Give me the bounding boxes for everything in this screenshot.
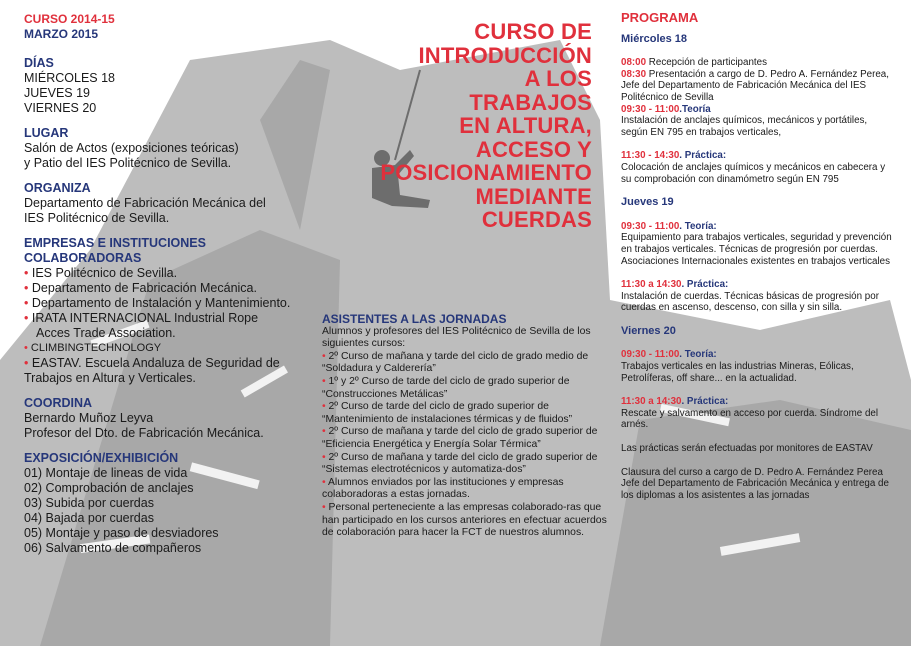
session-kind: . Teoría:: [679, 349, 717, 361]
session-kind: . Teoría:: [679, 220, 717, 232]
title-line: A LOS: [524, 66, 592, 91]
desc: Equipamiento para trabajos verticales, seguridad y prevención en trabajos verticales. Técnicas de progresión por cuerdas. Asociaciones Internacionales existentes en trabajos verticales: [621, 232, 892, 267]
asistentes-intro: Alumnos y profesores del IES Politécnico de Sevilla de los siguientes cursos:: [322, 325, 591, 350]
desc: Instalación de cuerdas. Técnicas básicas de progresión por cuerdas en ascenso, descenso, con silla y sin silla.: [621, 290, 879, 314]
session-kind: . Práctica:: [681, 396, 729, 408]
empresas-heading-1: EMPRESAS E INSTITUCIONES: [24, 236, 206, 250]
programa-heading: PROGRAMA: [621, 10, 699, 25]
expo-item: 05) Montaje y paso de desviadores: [24, 526, 219, 540]
title-line: MEDIANTE: [475, 183, 592, 209]
dia-1: MIÉRCOLES 18: [24, 71, 116, 85]
desc: Rescate y salvamento en acceso por cuerda. Síndrome del arnés.: [621, 407, 879, 431]
time: 09:30 - 11:00: [621, 103, 680, 115]
empresa-item: • IRATA INTERNACIONAL Industrial Rope: [24, 311, 299, 326]
empresa-item: • Departamento de Fabricación Mecánica.: [24, 281, 299, 296]
asistente-item: • Alumnos enviados por las instituciones y empresas colaboradoras a estas jornadas.: [322, 477, 607, 502]
time: 11:30 a 14:30: [621, 279, 682, 291]
title-line: CURSO DE: [474, 19, 592, 44]
session-kind: . Práctica:: [681, 279, 729, 291]
expo-heading: EXPOSICIÓN/EXHIBICIÓN: [24, 451, 179, 465]
practicas-note: Las prácticas serán efectuadas por monitores de EASTAV: [621, 443, 873, 455]
course-title: [330, 20, 592, 232]
empresas-heading-2: COLABORADORAS: [24, 251, 142, 265]
dia-3: VIERNES 20: [24, 101, 97, 115]
asistente-item: • 1º y 2º Curso de tarde del ciclo de grado superior de “Construcciones Metálicas”: [322, 376, 607, 401]
session-kind: . Práctica:: [679, 150, 727, 162]
time: 11:30 a 14:30: [621, 396, 682, 408]
expo-item: 06) Salvamento de compañeros: [24, 541, 202, 555]
desc: Recepción de participantes: [648, 57, 767, 69]
programa-section: [621, 12, 893, 513]
title-line: EN ALTURA,: [459, 113, 592, 138]
expo-item: 04) Bajada por cuerdas: [24, 511, 154, 525]
asistente-item: • 2º Curso de mañana y tarde del ciclo de grado superior de “Sistemas electrotécnicos y automatiza-dos”: [322, 452, 607, 477]
organiza-heading: ORGANIZA: [24, 181, 91, 195]
coordina-heading: COORDINA: [24, 396, 93, 410]
title-line: TRABAJOS: [469, 89, 592, 115]
asistente-item: • 2º Curso de mañana y tarde del ciclo de grado medio de “Soldadura y Calderería”: [322, 351, 607, 376]
time: 09:30 - 11:00: [621, 349, 680, 361]
lugar-line-2: y Patio del IES Politécnico de Sevilla.: [24, 156, 232, 170]
title-line: ACCESO Y: [475, 136, 592, 162]
session-kind: .Teoría: [679, 103, 711, 115]
asistente-item: • 2º Curso de mañana y tarde del ciclo de grado superior de “Eficiencia Energética y Energía Solar Térmica”: [322, 426, 607, 451]
desc: Trabajos verticales en las industrias Mineras, Eólicas, Petrolíferas, off share... en la actualidad.: [621, 361, 854, 384]
lugar-heading: LUGAR: [24, 126, 69, 140]
expo-item: 01) Montaje de lineas de vida: [24, 466, 188, 480]
organiza-line-1: Departamento de Fabricación Mecánica del: [24, 196, 266, 210]
time: 09:30 - 11:00: [621, 220, 680, 232]
asistente-item: • Personal perteneciente a las empresas colaborado-ras que han participado en los cursos anteriores en efectuar acuerdos de colaboración para hacer la FCT de nuestros alumnos.: [322, 502, 607, 540]
day-heading: Viernes 20: [621, 324, 676, 337]
day-heading: Miércoles 18: [621, 32, 688, 45]
time: 08:30: [621, 68, 647, 80]
desc: Instalación de anclajes químicos, mecánicos y portátiles, según EN 795 en trabajos verticales,: [621, 115, 868, 138]
title-line: CUERDAS: [481, 207, 592, 232]
dias-heading: DÍAS: [24, 56, 54, 70]
desc: Colocación de anclajes químicos y mecánicos en cabecera y su comprobación con dinamómetro según EN 795: [621, 161, 886, 185]
asistente-item: • 2º Curso de tarde del ciclo de grado superior de “Mantenimiento de instalaciones térmicas y de fluidos”: [322, 401, 607, 426]
course-date: MARZO 2015: [24, 27, 99, 41]
coordina-line-1: Bernardo Muñoz Leyva: [24, 411, 154, 425]
course-year: CURSO 2014-15: [24, 12, 115, 26]
empresa-item-cont: Trabajos en Altura y Verticales.: [24, 371, 196, 385]
asistentes-section: [322, 313, 607, 540]
lugar-line-1: Salón de Actos (exposiciones teóricas): [24, 141, 239, 155]
empresa-item: • IES Politécnico de Sevilla.: [24, 266, 299, 281]
empresa-item: • CLIMBINGTECHNOLOGY: [24, 341, 299, 356]
day-heading: Jueves 19: [621, 196, 674, 209]
empresa-item: • Departamento de Instalación y Mantenimiento.: [24, 296, 299, 311]
organiza-line-2: IES Politécnico de Sevilla.: [24, 211, 170, 225]
time: 08:00: [621, 57, 647, 69]
clausura: Clausura del curso a cargo de D. Pedro A. Fernández Perea Jefe del Departamento de Fabricación Mecánica y entrega de los diplomas a los asistentes a las jornadas: [621, 466, 889, 501]
title-line: INTRODUCCIÓN: [418, 42, 592, 68]
title-line: POSICIONAMIENTO: [380, 160, 592, 185]
coordina-line-2: Profesor del Dto. de Fabricación Mecánica.: [24, 426, 264, 440]
left-column: [24, 12, 299, 566]
expo-item: 02) Comprobación de anclajes: [24, 481, 194, 495]
dia-2: JUEVES 19: [24, 86, 91, 100]
asistentes-heading: ASISTENTES A LAS JORNADAS: [322, 312, 507, 326]
desc: Presentación a cargo de D. Pedro A. Fernández Perea, Jefe del Departamento de Fabricación Mecánica del IES Politécnico de Sevilla: [621, 68, 889, 103]
time: 11:30 - 14:30: [621, 150, 680, 162]
expo-item: 03) Subida por cuerdas: [24, 496, 154, 510]
empresa-item: • EASTAV. Escuela Andaluza de Seguridad de: [24, 356, 299, 371]
empresa-item-cont: Acces Trade Association.: [36, 326, 176, 340]
